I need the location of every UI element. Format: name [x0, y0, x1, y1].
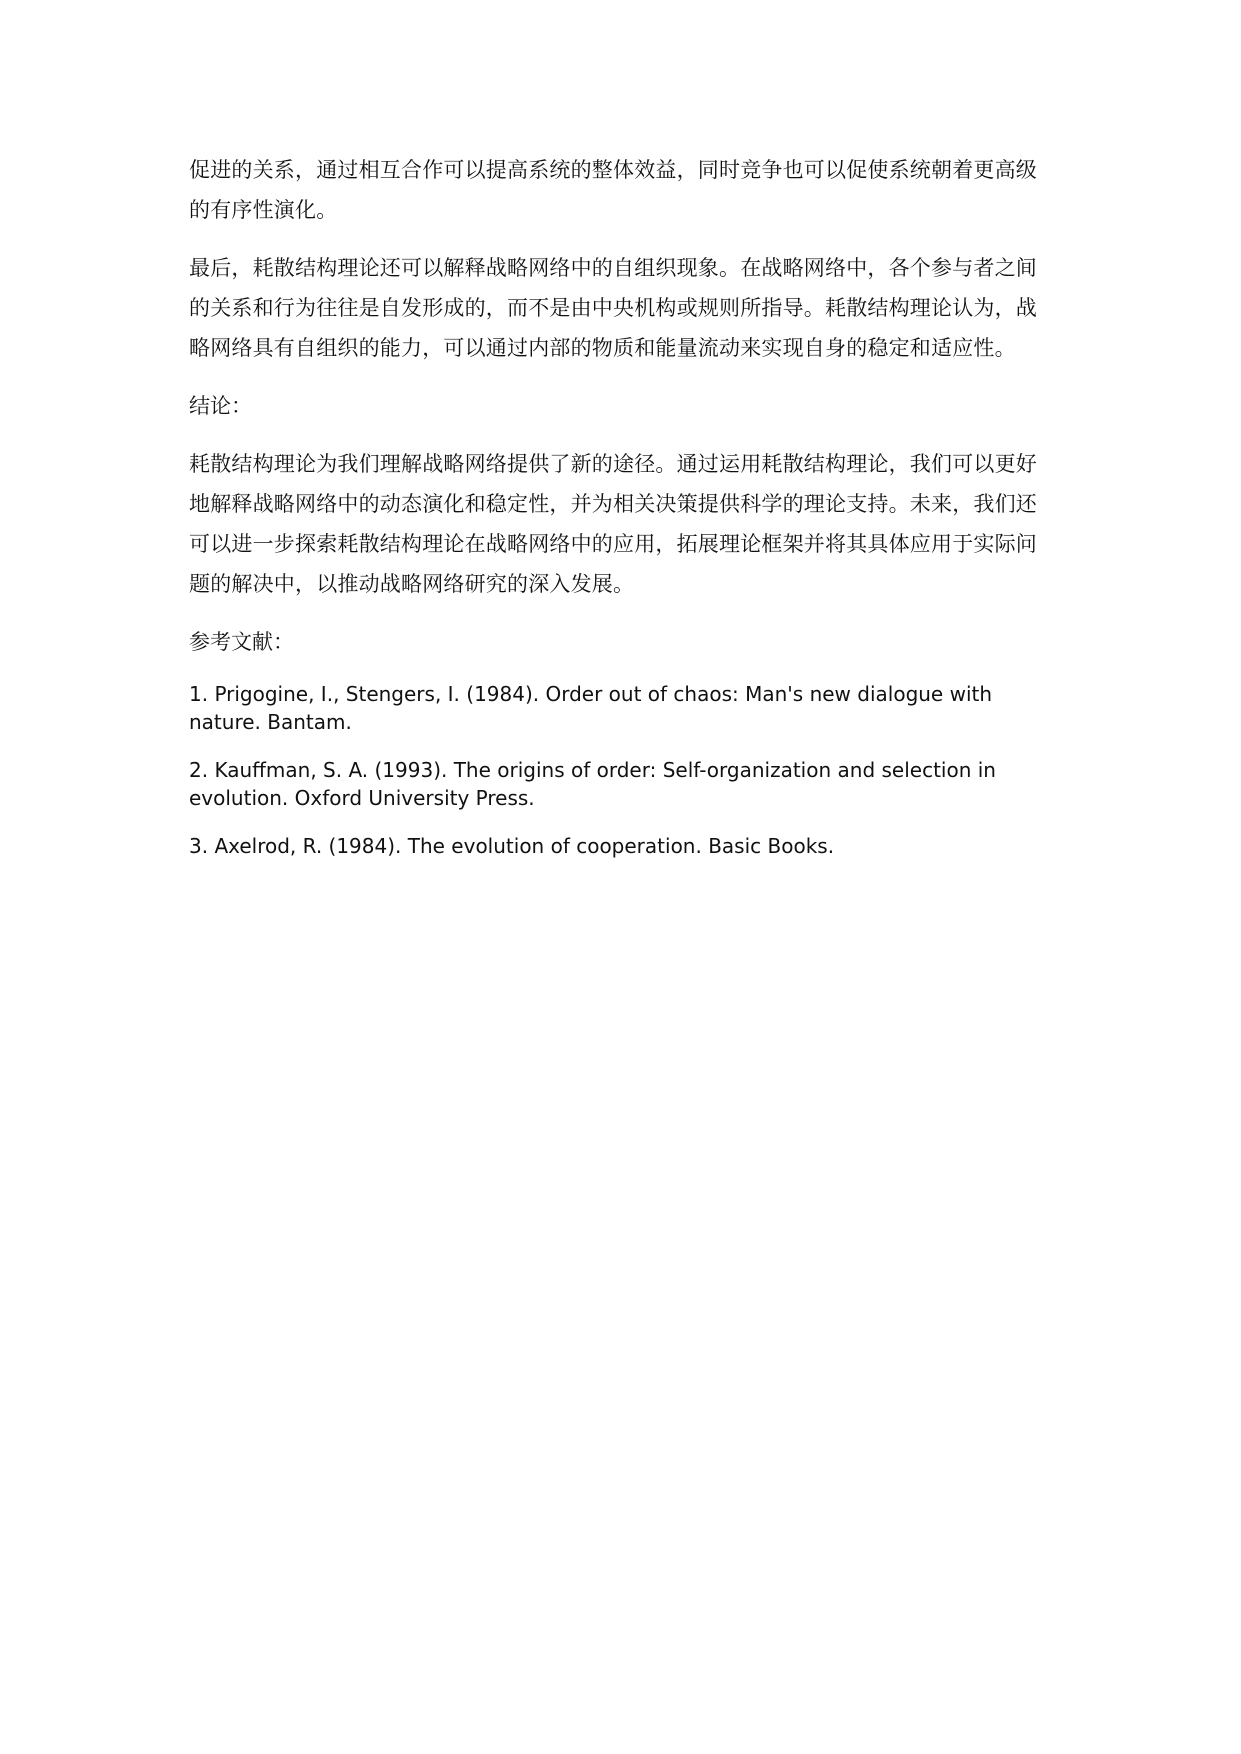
paragraph-conclusion: 耗散结构理论为我们理解战略网络提供了新的途径。通过运用耗散结构理论，我们可以更好地解释战略网络中的动态演化和稳定性，并为相关决策提供科学的理论支持。未来，我们还可以进一步探索耗散结构理论在战略网络中的应用，拓展理论框架并将其具体应用于实际问题的解决中，以推动战略网络研究的深入发展。 [189, 452, 1037, 596]
document-body [189, 152, 1051, 880]
paragraph-cooperation: 促进的关系，通过相互合作可以提高系统的整体效益，同时竞争也可以促使系统朝着更高级的有序性演化。 [189, 158, 1037, 222]
reference-item: 1. Prigogine, I., Stengers, I. (1984). Order out of chaos: Man's new dialogue with nature. Bantam. [189, 682, 993, 734]
reference-list [189, 680, 1051, 860]
conclusion-heading: 结论： [189, 394, 252, 418]
reference-item: 3. Axelrod, R. (1984). The evolution of cooperation. Basic Books. [189, 834, 835, 858]
reference-item: 2. Kauffman, S. A. (1993). The origins of order: Self-organization and selection in evolution. Oxford University Press. [189, 758, 996, 810]
references-heading: 参考文献： [189, 630, 294, 654]
paragraph-self-organization: 最后，耗散结构理论还可以解释战略网络中的自组织现象。在战略网络中，各个参与者之间的关系和行为往往是自发形成的，而不是由中央机构或规则所指导。耗散结构理论认为，战略网络具有自组织的能力，可以通过内部的物质和能量流动来实现自身的稳定和适应性。 [189, 256, 1037, 360]
